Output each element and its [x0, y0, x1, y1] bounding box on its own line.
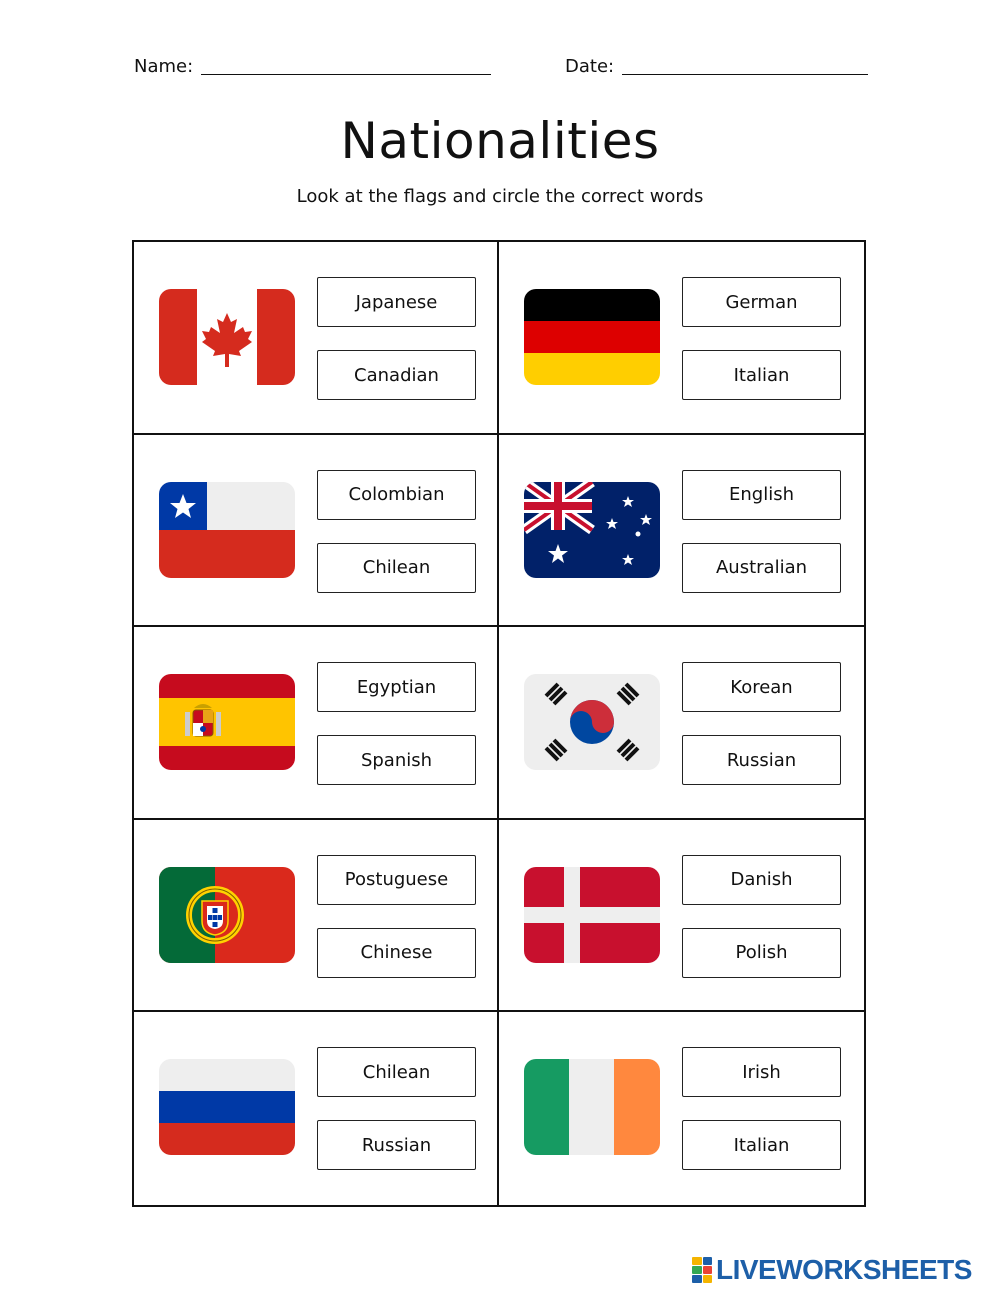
- answer-option[interactable]: Canadian: [317, 350, 476, 400]
- answer-option[interactable]: English: [682, 470, 841, 520]
- answer-option[interactable]: Irish: [682, 1047, 841, 1097]
- grid-cell-germany: [499, 242, 864, 435]
- liveworksheets-logo-icon: [692, 1257, 712, 1283]
- logo-text: LIVEWORKSHEETS: [716, 1254, 972, 1285]
- grid-cell-chile: [134, 435, 499, 628]
- date-label: Date:: [565, 56, 615, 77]
- answer-option[interactable]: Chilean: [317, 543, 476, 593]
- answer-option[interactable]: Postuguese: [317, 855, 476, 905]
- russia-flag: [159, 1059, 295, 1155]
- grid-cell-portugal: [134, 820, 499, 1013]
- liveworksheets-logo[interactable]: [692, 1255, 972, 1285]
- grid-cell-russia: [134, 1012, 499, 1205]
- korea-flag: [524, 674, 660, 770]
- answer-option[interactable]: Japanese: [317, 277, 476, 327]
- australia-flag: [524, 482, 660, 578]
- grid-cell-ireland: [499, 1012, 864, 1205]
- denmark-flag: [524, 867, 660, 963]
- answer-option[interactable]: Egyptian: [317, 662, 476, 712]
- page-title: Nationalities: [340, 112, 660, 170]
- answer-option[interactable]: Korean: [682, 662, 841, 712]
- name-label: Name:: [134, 56, 194, 77]
- answer-option[interactable]: Spanish: [317, 735, 476, 785]
- instructions: Look at the flags and circle the correct words: [296, 186, 704, 207]
- answer-option[interactable]: Italian: [682, 350, 841, 400]
- germany-flag: [524, 289, 660, 385]
- grid-cell-spain: [134, 627, 499, 820]
- chile-flag: [159, 482, 295, 578]
- answer-option[interactable]: Australian: [682, 543, 841, 593]
- portugal-flag: [159, 867, 295, 963]
- answer-option[interactable]: Russian: [317, 1120, 476, 1170]
- answer-option[interactable]: Colombian: [317, 470, 476, 520]
- date-field-line[interactable]: [622, 74, 868, 75]
- grid-cell-korea: [499, 627, 864, 820]
- answer-option[interactable]: Chilean: [317, 1047, 476, 1097]
- grid-cell-denmark: [499, 820, 864, 1013]
- spain-flag: [159, 674, 295, 770]
- flag-grid: [132, 240, 866, 1207]
- answer-option[interactable]: Danish: [682, 855, 841, 905]
- ireland-flag: [524, 1059, 660, 1155]
- answer-option[interactable]: Russian: [682, 735, 841, 785]
- grid-cell-canada: [134, 242, 499, 435]
- answer-option[interactable]: German: [682, 277, 841, 327]
- name-field-line[interactable]: [201, 74, 491, 75]
- grid-cell-australia: [499, 435, 864, 628]
- answer-option[interactable]: Polish: [682, 928, 841, 978]
- answer-option[interactable]: Italian: [682, 1120, 841, 1170]
- canada-flag: [159, 289, 295, 385]
- answer-option[interactable]: Chinese: [317, 928, 476, 978]
